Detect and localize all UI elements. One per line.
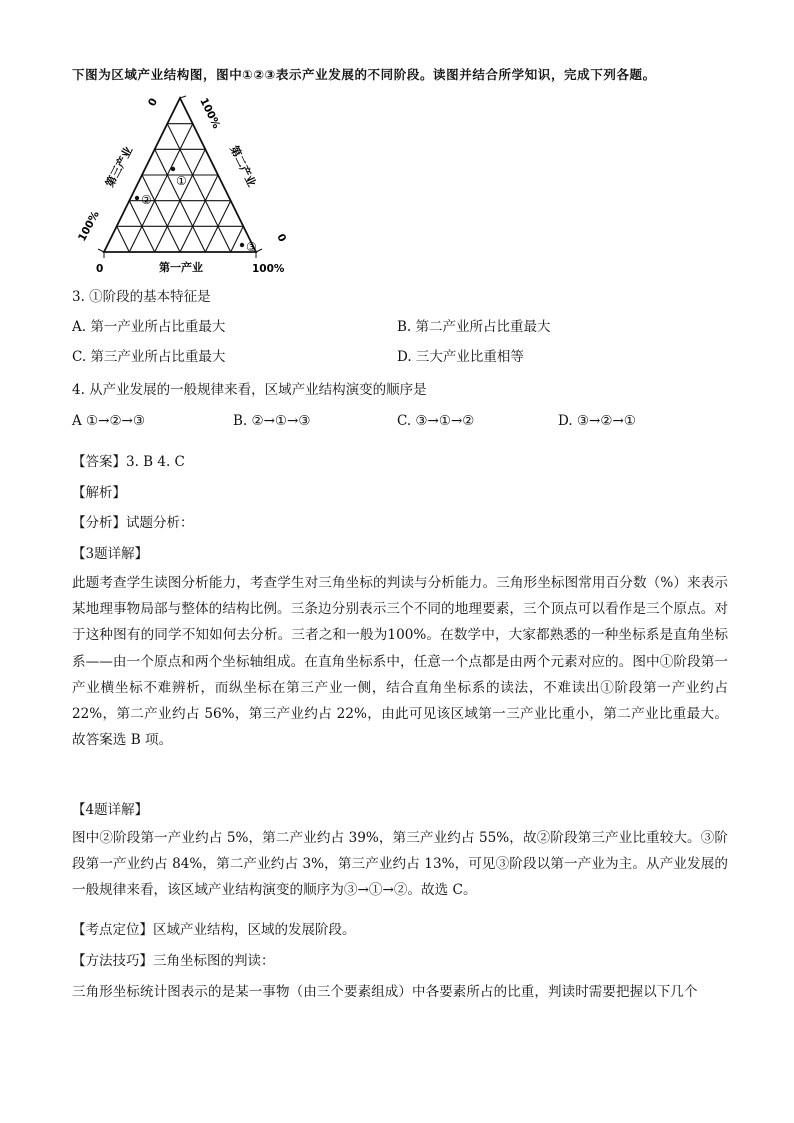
top-zero-label: 0 (146, 96, 161, 109)
industry-triangle-figure (70, 92, 295, 277)
kaodian-line: 【考点定位】区域产业结构，区域的发展阶段。 (72, 922, 356, 938)
point-3-label: ③ (246, 240, 257, 254)
point-1-dot (171, 167, 175, 171)
q3-option-d: D. 三大产业比重相等 (397, 349, 524, 365)
q3-detail-tag: 【3题详解】 (72, 546, 149, 562)
q3-option-b: B. 第二产业所占比重最大 (397, 319, 551, 335)
q3-detail-paragraph: 此题考查学生读图分析能力，考查学生对三角坐标的判读与分析能力。三角形坐标图常用百分数（%）来表示某地理事物局部与整体的结构比例。三条边分别表示三个不同的地理要素，三个顶点可以看作是三个原点。对于这种图有的同学不知如何去分析。三者之和一般为100%。在数学中，大家都熟悉的一种坐标系是直角坐标系——由一个原点和两个坐标轴组成。在直角坐标系中，任意一个点都是由两个元素对应的。图中①阶段第一产业横坐标不难辨析，而纵坐标在第三产业一侧，结合直角坐标系的读法，不难读出①阶段第一产业约占 22%，第二产业约占 56%，第三产业约占 22%，由此可见该区域第一三产业比重小，第二产业比重最大。故答案选 B 项。 (72, 575, 728, 749)
top-hundred-label: 100% (197, 96, 223, 131)
analysis-subtitle: 【分析】试题分析： (72, 515, 194, 531)
bottom-axis-title: 第一产业 (159, 261, 203, 274)
q3-option-c: C. 第三产业所占比重最大 (72, 349, 226, 365)
q4-option-d: D. ③→②→① (558, 413, 636, 429)
right-zero-label: 0 (274, 232, 289, 244)
method-text: 三角形坐标统计图表示的是某一事物（由三个要素组成）中各要素所占的比重，判读时需要把握以下几个 (72, 984, 698, 1000)
bottom-zero-label: 0 (96, 263, 104, 275)
bottom-hundred-label: 100% (252, 263, 285, 275)
answer-line: 【答案】3. B 4. C (72, 454, 185, 470)
point-1-label: ① (176, 174, 187, 188)
point-2-dot (135, 196, 139, 200)
method-tag: 【方法技巧】三角坐标图的判读： (72, 953, 275, 969)
left-hundred-label: 100% (76, 209, 102, 244)
point-3-dot (240, 243, 244, 247)
q4-stem: 4. 从产业发展的一般规律来看，区域产业结构演变的顺序是 (72, 382, 427, 398)
q3-stem: 3. ①阶段的基本特征是 (72, 289, 211, 305)
q4-detail-tag: 【4题详解】 (72, 802, 149, 818)
right-axis-title: 第二产业 (227, 143, 259, 189)
left-axis-title: 第三产业 (103, 144, 136, 190)
q4-option-c: C. ③→①→② (397, 413, 475, 429)
analysis-tag: 【解析】 (72, 485, 126, 501)
point-2-label: ② (141, 193, 152, 207)
q4-detail-paragraph: 图中②阶段第一产业约占 5%，第二产业约占 39%，第三产业约占 55%，故②阶段第三产业比重较大。③阶段第一产业约占 84%，第二产业约占 3%，第三产业约占 13%，可见③阶段以第一产业为主。从产业发展的一般规律来看，该区域产业结构演变的顺序为③→①→②。故选 C。 (72, 830, 728, 899)
q3-option-a: A. 第一产业所占比重最大 (72, 319, 226, 335)
intro-text: 下图为区域产业结构图，图中①②③表示产业发展的不同阶段。读图并结合所学知识，完成下列各题。 (72, 67, 656, 82)
q4-option-b: B. ②→①→③ (233, 413, 311, 429)
q4-option-a: A ①→②→③ (72, 413, 145, 429)
